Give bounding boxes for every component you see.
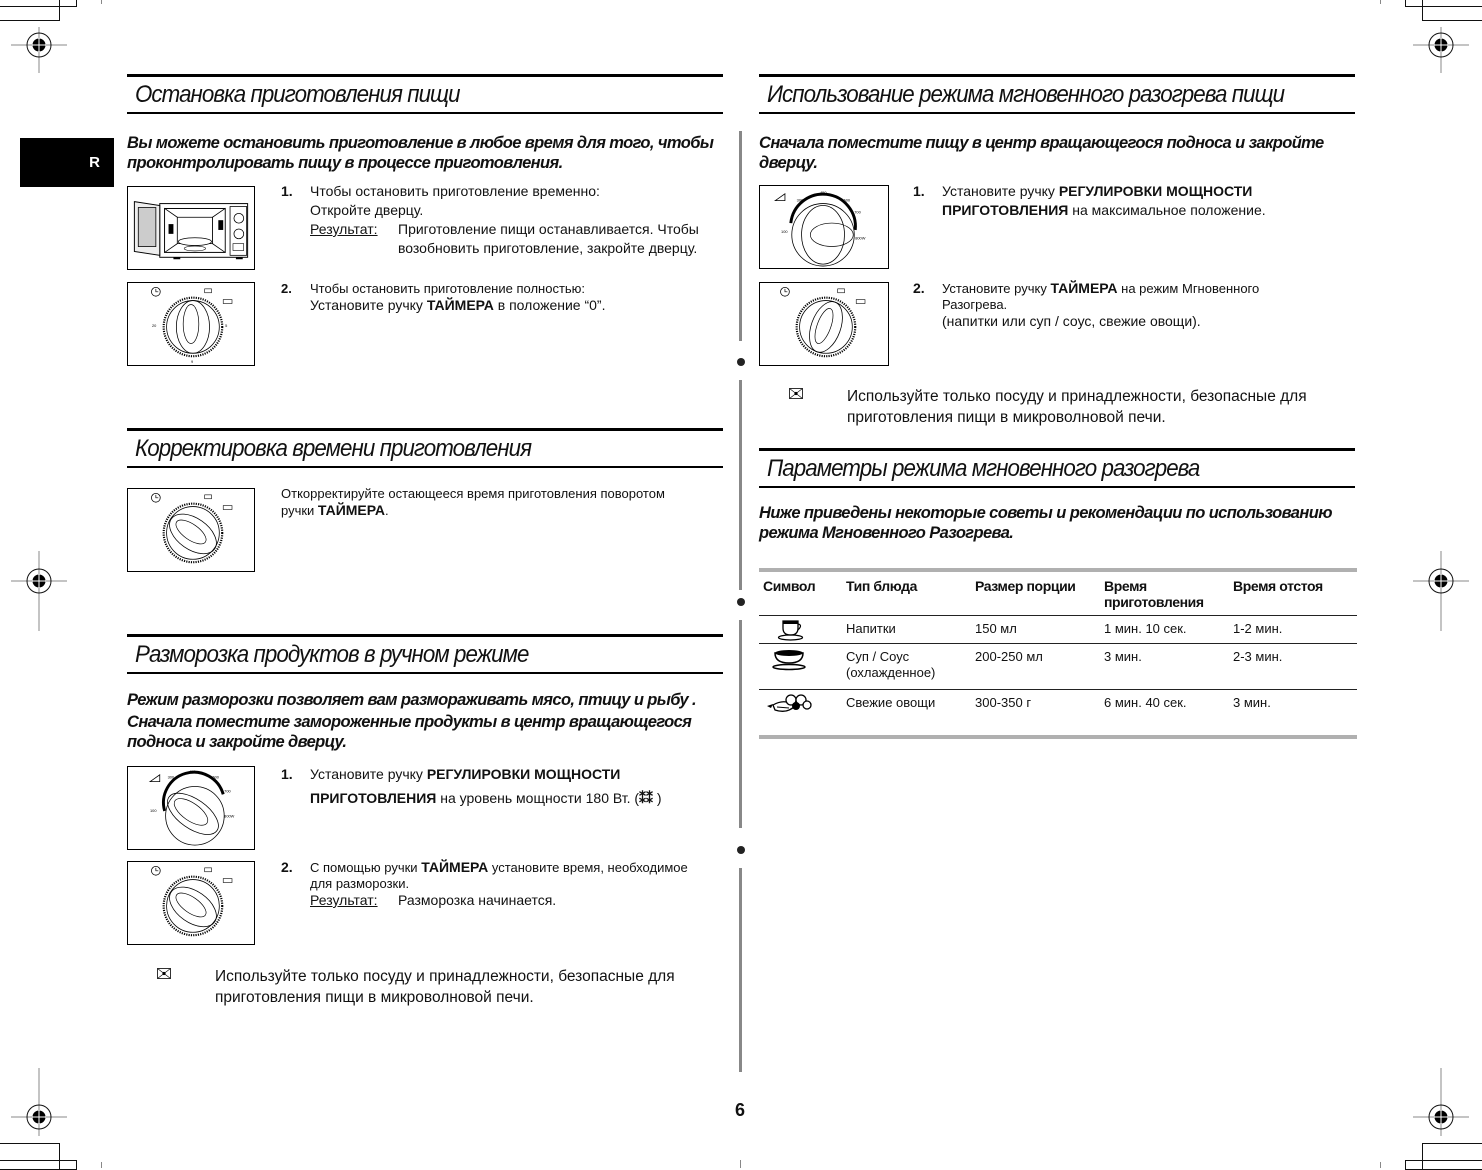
section-heading-defrost (127, 634, 723, 674)
timer-label: ТАЙМЕРА (1050, 280, 1118, 296)
power-control-label: ПРИГОТОВЛЕНИЯ (942, 202, 1069, 218)
step-number: 1. (913, 183, 925, 199)
cell-dish-line: (охлажденное) (846, 665, 936, 680)
header-portion: Размер порции (975, 578, 1076, 594)
header-line: приготовления (1104, 594, 1204, 610)
trim-tick (101, 0, 102, 4)
svg-text:700: 700 (224, 788, 231, 794)
section-heading-stop (127, 74, 723, 114)
step-text: Установите ручку (942, 183, 1059, 199)
defrost-lead (127, 689, 696, 753)
cell-dish: Свежие овощи (846, 695, 936, 710)
timer-dial-figure (127, 488, 255, 572)
step-number: 2. (281, 859, 293, 875)
step-text: ) (653, 790, 662, 806)
center-rule (739, 131, 742, 341)
instant-reheat-table (759, 568, 1357, 739)
registration-mark-icon (11, 17, 67, 73)
svg-text:9: 9 (191, 359, 194, 365)
power-dial-figure (759, 185, 889, 269)
cell-dish: Напитки (846, 621, 896, 636)
power-dial-icon (760, 186, 888, 268)
svg-text:100: 100 (781, 228, 788, 234)
note-text: приготовления пищи в микроволновой печи. (215, 989, 534, 1006)
section-title: Параметры режима мгновенного разогрева (767, 455, 1200, 482)
result-label: Результат: (310, 892, 378, 908)
crop-mark-bottom-left-2 (0, 1160, 77, 1170)
timer-dial-icon (128, 489, 254, 571)
step-text: Установите ручку (942, 281, 1051, 296)
lead-line: Сначала поместите пищу в центр вращающегося подноса и закройте (759, 134, 1324, 152)
trim-tick (740, 1160, 741, 1168)
note-icon (789, 388, 803, 399)
step-text: на уровень мощности 180 Вт. ( (436, 790, 640, 806)
step-text: ручки (281, 503, 318, 518)
note-text: Используйте только посуду и принадлежности, безопасные для (215, 968, 675, 985)
section-heading-params (759, 448, 1355, 488)
trim-tick (1380, 1162, 1381, 1168)
header-cook-time (1104, 578, 1204, 610)
result-text: Разморозка начинается. (398, 892, 557, 908)
cell-dish (846, 649, 935, 681)
svg-text:20: 20 (151, 322, 157, 328)
section-heading-adjust (127, 428, 723, 468)
lead-line: подноса и закройте дверцу. (127, 733, 347, 751)
svg-text:600: 600 (212, 774, 219, 780)
step-text: для разморозки. (310, 876, 410, 891)
header-line: Время (1104, 578, 1147, 594)
step-text: Разогрева. (942, 297, 1008, 312)
step-text: Откройте дверцу. (310, 202, 424, 218)
center-rule (739, 620, 742, 828)
language-tab-label: R (89, 154, 100, 171)
center-rule (739, 868, 742, 1072)
cell-stand-time: 2-3 мин. (1233, 649, 1283, 664)
defrost-symbol-icon: ⁑⁑ (639, 790, 654, 806)
page-number: 6 (735, 1100, 746, 1120)
bowl-icon (771, 647, 807, 671)
svg-text:100: 100 (150, 807, 157, 813)
svg-text:600: 600 (843, 197, 851, 203)
step-text: Установите ручку (310, 297, 427, 313)
timer-label: ТАЙМЕРА (426, 297, 494, 313)
lead-line: режима Мгновенного Разогрева. (759, 524, 1014, 542)
microwave-open-door-figure (127, 186, 255, 270)
svg-text:450: 450 (820, 189, 827, 195)
cell-cook-time: 1 мин. 10 сек. (1104, 621, 1187, 636)
cell-portion: 200-250 мл (975, 649, 1043, 664)
lead-line: проконтролировать пищу в процессе приготовления. (127, 154, 563, 172)
center-dot (737, 846, 745, 854)
step-text: Чтобы остановить приготовление полностью: (310, 281, 586, 296)
svg-text:800W: 800W (224, 813, 235, 819)
step-text: на максимальное положение. (1068, 202, 1266, 218)
step-text: установите время, необходимое (488, 860, 688, 875)
svg-text:5: 5 (225, 322, 228, 328)
header-symbol: Символ (763, 578, 816, 594)
vegetables-icon (765, 692, 815, 716)
microwave-icon (128, 187, 254, 269)
section-heading-instant (759, 74, 1355, 114)
cell-cook-time: 6 мин. 40 сек. (1104, 695, 1187, 710)
section-title: Использование режима мгновенного разогрева пищи (767, 81, 1285, 108)
power-control-label: РЕГУЛИРОВКИ МОЩНОСТИ (1058, 183, 1253, 199)
note-text: Используйте только посуду и принадлежности, безопасные для (847, 388, 1307, 405)
stop-lead (127, 133, 713, 173)
cell-portion: 300-350 г (975, 695, 1032, 710)
step-text: . (384, 503, 389, 518)
registration-mark-icon (1413, 551, 1469, 631)
result-text: Приготовление пищи останавливается. Чтобы (398, 221, 699, 237)
step-text: на режим Мгновенного (1117, 281, 1260, 296)
svg-text:300: 300 (796, 197, 804, 203)
svg-text:700: 700 (854, 209, 861, 215)
step-text: Установите ручку (310, 766, 427, 782)
section-title: Разморозка продуктов в ручном режиме (135, 641, 529, 668)
header-dish: Тип блюда (846, 578, 918, 594)
power-control-label: ПРИГОТОВЛЕНИЯ (310, 790, 437, 806)
table-header-row (759, 572, 1357, 616)
svg-text:300: 300 (167, 774, 175, 780)
result-label: Результат: (310, 221, 378, 237)
cell-portion: 150 мл (975, 621, 1017, 636)
lead-line: Вы можете остановить приготовление в любое время для того, чтобы (127, 134, 714, 152)
section-title: Остановка приготовления пищи (135, 81, 460, 108)
header-stand-time: Время отстоя (1233, 578, 1323, 594)
cell-stand-time: 3 мин. (1233, 695, 1271, 710)
step-number: 1. (281, 766, 293, 782)
svg-text:800W: 800W (855, 235, 866, 241)
table-row (759, 616, 1357, 644)
params-lead (759, 503, 1332, 543)
step-number: 1. (281, 183, 293, 199)
step-text: С помощью ручки (310, 860, 422, 875)
registration-mark-icon (11, 551, 67, 631)
adjust-text (281, 486, 731, 519)
timer-label: ТАЙМЕРА (421, 859, 489, 875)
step-text: Откорректируйте остающееся время приготовления поворотом (281, 486, 665, 501)
language-tab (20, 138, 114, 187)
timer-label: ТАЙМЕРА (317, 502, 385, 518)
lead-line: Ниже приведены некоторые советы и рекомендации по использованию (759, 504, 1332, 522)
timer-dial-figure (759, 282, 889, 366)
power-dial-icon (128, 767, 254, 849)
step-number: 2. (913, 280, 925, 296)
instant-lead (759, 133, 1324, 173)
trim-tick (101, 1162, 102, 1168)
lead-line: Режим разморозки позволяет вам размораживать мясо, птицу и рыбу . (127, 691, 697, 709)
registration-mark-icon (11, 1068, 67, 1138)
note-text: приготовления пищи в микроволновой печи. (847, 409, 1166, 426)
trim-tick (1380, 0, 1381, 4)
step-number: 2. (281, 281, 292, 296)
cell-stand-time: 1-2 мин. (1233, 621, 1283, 636)
step-text: в положение “0”. (493, 297, 606, 313)
power-control-label: РЕГУЛИРОВКИ МОЩНОСТИ (426, 766, 621, 782)
note-icon (157, 968, 171, 979)
lead-line: Сначала поместите замороженные продукты в центр вращающегося (127, 713, 692, 731)
table-row (759, 644, 1357, 690)
cup-icon (777, 619, 805, 641)
power-dial-figure (127, 766, 255, 850)
section-title: Корректировка времени приготовления (135, 435, 532, 462)
registration-mark-icon (1413, 1068, 1469, 1138)
cell-cook-time: 3 мин. (1104, 649, 1142, 664)
center-rule (739, 380, 742, 590)
lead-line: дверцу. (759, 154, 818, 172)
step-text: (напитки или суп / соус, свежие овощи). (942, 313, 1201, 329)
svg-text:450: 450 (189, 768, 196, 774)
result-text: возобновить приготовление, закройте дверцу. (398, 240, 698, 256)
step-text: Чтобы остановить приготовление временно: (310, 183, 600, 199)
table-row (759, 690, 1357, 735)
registration-mark-icon (1413, 17, 1469, 73)
timer-dial-figure (127, 282, 255, 366)
timer-dial-icon (128, 862, 254, 944)
timer-dial-icon (128, 283, 254, 365)
center-dot (737, 358, 745, 366)
timer-dial-figure (127, 861, 255, 945)
table-bottom-bar (759, 735, 1357, 739)
center-dot (737, 598, 745, 606)
crop-mark-bottom-right-2 (1405, 1160, 1482, 1170)
timer-dial-icon (760, 283, 888, 365)
cell-dish-line: Суп / Соус (846, 649, 910, 664)
